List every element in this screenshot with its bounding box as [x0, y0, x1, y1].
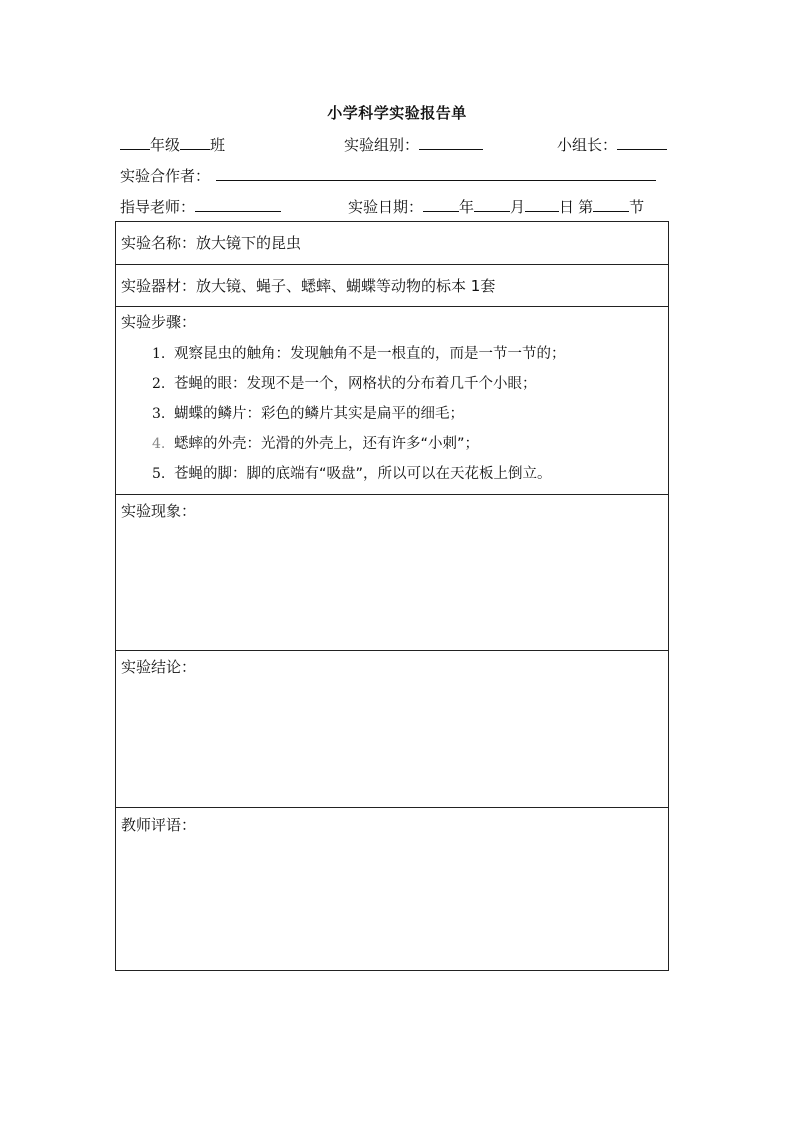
teacher-label: 指导老师：	[120, 198, 196, 216]
month-label: 月	[510, 198, 526, 216]
phenomena-row[interactable]	[116, 494, 668, 651]
step-number: 1.	[152, 346, 166, 362]
period-blank[interactable]	[593, 196, 629, 212]
month-blank[interactable]	[474, 196, 510, 212]
steps-row	[116, 306, 668, 495]
experiment-name-row	[116, 222, 668, 264]
class-blank[interactable]	[180, 134, 210, 150]
step-text: 观察昆虫的触角：发现触角不是一根直的，而是一节一节的；	[174, 346, 566, 362]
group-blank[interactable]	[419, 134, 483, 150]
teacher-line	[120, 196, 281, 217]
report-table	[115, 221, 669, 971]
step-text: 苍蝇的眼：发现不是一个，网格状的分布着几千个小眼；	[174, 376, 537, 392]
period-prefix: 第	[578, 198, 594, 216]
materials-row	[116, 264, 668, 307]
step-number: 4.	[152, 436, 166, 452]
materials-value: 放大镜、蝇子、蟋蟀、蝴蝶等动物的标本 1套	[196, 277, 496, 295]
grade-label: 年级	[150, 136, 181, 154]
step-item	[152, 374, 537, 394]
date-line	[348, 196, 644, 217]
period-label: 节	[629, 198, 645, 216]
step-text: 蟋蟀的外壳：光滑的外壳上，还有许多“小刺”；	[174, 436, 480, 452]
step-item	[152, 344, 566, 364]
grade-blank[interactable]	[120, 134, 150, 150]
teacher-blank[interactable]	[195, 196, 281, 212]
day-label: 日	[559, 198, 575, 216]
phenomena-label: 实验现象：	[121, 502, 197, 520]
step-text: 蝴蝶的鳞片：彩色的鳞片其实是扁平的细毛；	[174, 406, 464, 422]
step-number: 5.	[152, 466, 166, 482]
year-blank[interactable]	[423, 196, 459, 212]
page-title: 小学科学实验报告单	[327, 104, 467, 122]
grade-class-line	[120, 134, 225, 155]
group-label: 实验组别：	[344, 136, 420, 154]
step-number: 3.	[152, 406, 166, 422]
partners-label: 实验合作者：	[120, 167, 211, 185]
step-item	[152, 434, 479, 454]
experiment-name-label: 实验名称：	[121, 234, 197, 252]
materials-label: 实验器材：	[121, 277, 197, 295]
conclusion-label: 实验结论：	[121, 658, 197, 676]
step-item	[152, 464, 552, 484]
date-label: 实验日期：	[348, 198, 424, 216]
conclusion-row[interactable]	[116, 650, 668, 808]
group-line	[344, 134, 483, 155]
step-item	[152, 404, 464, 424]
year-label: 年	[459, 198, 475, 216]
leader-line	[557, 134, 667, 155]
teacher-comment-row[interactable]	[116, 807, 668, 971]
steps-label: 实验步骤：	[121, 313, 197, 331]
step-text: 苍蝇的脚：脚的底端有“吸盘”，所以可以在天花板上倒立。	[174, 466, 552, 482]
leader-blank[interactable]	[617, 134, 667, 150]
step-number: 2.	[152, 376, 166, 392]
day-blank[interactable]	[525, 196, 559, 212]
partners-blank[interactable]	[216, 165, 656, 181]
partners-line	[120, 165, 656, 186]
class-label: 班	[210, 136, 226, 154]
leader-label: 小组长：	[557, 136, 618, 154]
experiment-name-value: 放大镜下的昆虫	[196, 234, 302, 252]
teacher-comment-label: 教师评语：	[121, 816, 197, 834]
